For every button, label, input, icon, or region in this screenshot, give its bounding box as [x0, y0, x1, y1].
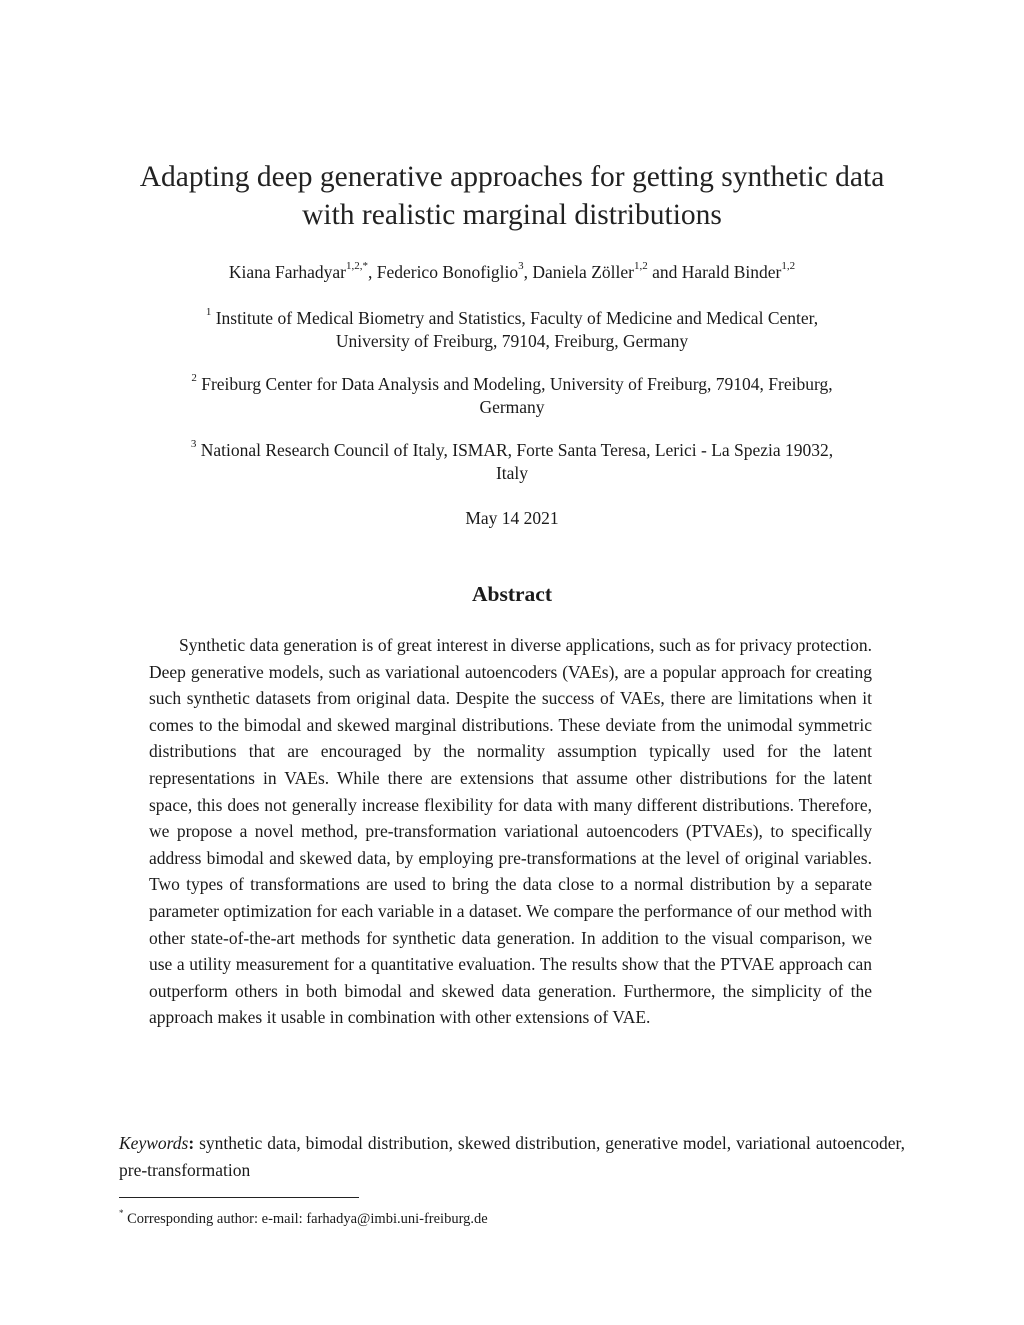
author-name: Daniela Zöller: [532, 262, 634, 282]
affiliation-1: $^1$ Institute of Medical Biometry and Statistics, Faculty of Medicine and Medical Center, University of Freiburg, 79104, Freiburg, Germany: [205, 306, 819, 351]
author-affiliation-mark: 3: [518, 260, 524, 273]
author-name: Kiana Farhadyar: [228, 262, 346, 282]
author-affiliation-mark: 1,2,*: [345, 260, 368, 273]
publication-date: May 14 2021: [465, 508, 559, 528]
paper-title: [100, 158, 924, 234]
title-line-2: with realistic marginal distributions: [302, 199, 722, 231]
footnote-text: Corresponding author: e-mail: farhadya@imbi.uni-freiburg.de: [123, 1211, 488, 1227]
footnote: [119, 1209, 488, 1229]
abstract-body: Synthetic data generation is of great interest in diverse applications, such as for privacy protection. Deep generative models, such as variational autoencoders (VAEs), are a popular approach for creating such synthetic datasets from original data. Despite the success of VAEs, there are limitations when it comes to the bimodal and skewed marginal distributions. These deviate from the unimodal symmetric distributions that are encouraged by the normality assumption typically used for the latent representations in VAEs. While there are extensions that assume other distributions for the latent space, this does not generally increase flexibility for data with many different distributions. Therefore, we propose a novel method, pre-transformation variational autoencoders (PTVAEs), to specifically address bimodal and skewed data, by employing pre-transformations at the level of original variables. Two types of transformations are used to bring the data close to a normal distribution by a separate parameter optimization for each variable in a dataset. We compare the performance of our method with other state-of-the-art methods for synthetic data generation. In addition to the visual comparison, we use a utility measurement for a quantitative evaluation. The results show that the PTVAE approach can outperform others in both bimodal and skewed data generation. Furthermore, the simplicity of the approach makes it usable in combination with other extensions of VAE.: [149, 635, 872, 1028]
abstract-heading: Abstract: [471, 582, 552, 606]
affiliation-number: 3: [190, 438, 197, 451]
keywords-label: Keywords: [119, 1133, 189, 1153]
affiliation-number: 2: [191, 372, 197, 385]
affiliation-3: $^3$ National Research Council of Italy, ISMAR, Forte Santa Teresa, Lerici - La Spezia 19032, Italy: [190, 438, 834, 483]
footnote-mark: *: [119, 1208, 124, 1219]
keywords-list: synthetic data, bimodal distribution, skewed distribution, generative model, variational autoencoder, pre-transformation: [119, 1133, 905, 1180]
author-list: Kiana Farhadyar$^{1,2,*}$, Federico Bonofiglio$^3$, Daniela Zöller$^{1,2}$ and Harald Binder$^{1,2}$: [228, 260, 796, 282]
affiliation-number: 1: [205, 306, 212, 319]
author-affiliation-mark: 1,2: [781, 260, 796, 273]
author-affiliation-mark: 1,2: [633, 260, 648, 273]
author-name: Federico Bonofiglio: [376, 262, 519, 282]
title-line-1: Adapting deep generative approaches for getting synthetic data: [139, 161, 885, 193]
keywords: Keywords: synthetic data, bimodal distribution, skewed distribution, generative model, variational autoencoder, pre-transformation: [119, 1133, 905, 1180]
author-name: Harald Binder: [681, 262, 782, 282]
affiliation-2: $^2$ Freiburg Center for Data Analysis and Modeling, University of Freiburg, 79104, Freiburg, Germany: [191, 372, 833, 417]
footnote-divider: [119, 1197, 359, 1198]
